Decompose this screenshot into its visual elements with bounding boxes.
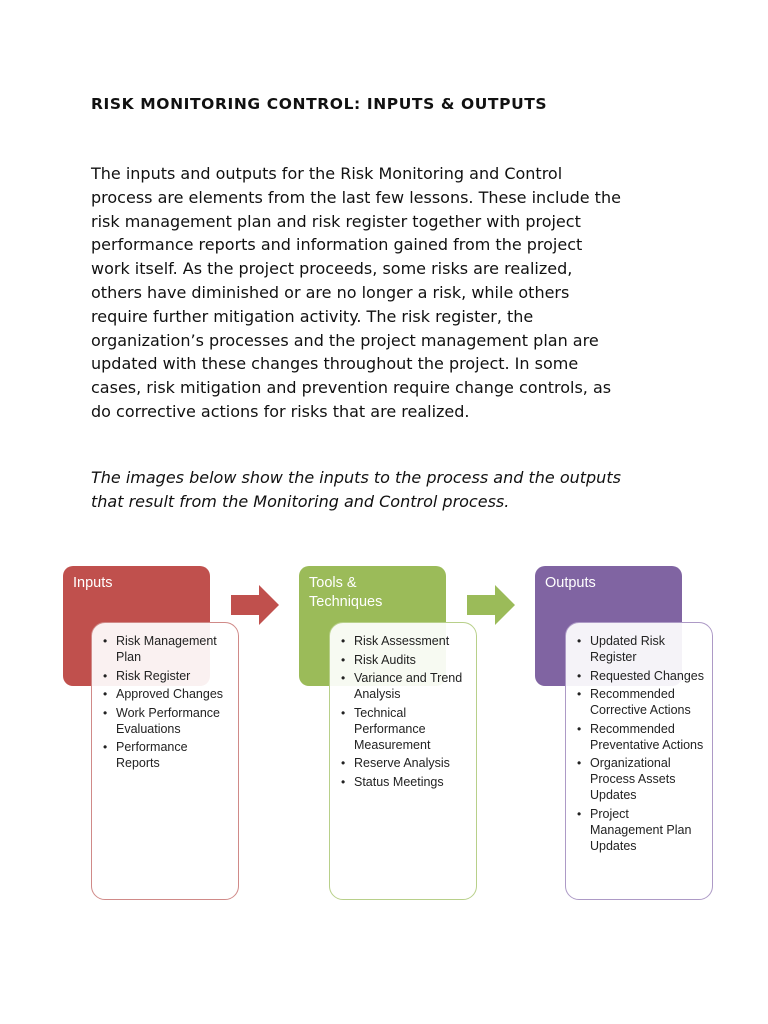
note-line: that result from the Monitoring and Control process.: [91, 491, 510, 511]
paragraph-line: performance reports and information gained from the project: [91, 235, 583, 255]
note-line: The images below show the inputs to the process and the outputs: [91, 468, 621, 487]
paragraph-line: do corrective actions for risks that are realized.: [91, 401, 470, 421]
outputs-header-label: Outputs: [545, 575, 596, 591]
list-item: • Recommended Preventative Actions: [590, 721, 704, 753]
list-item: • Approved Changes: [116, 686, 230, 702]
tools-header-label-line1: Tools &: [309, 575, 357, 591]
list-item: • Reserve Analysis: [354, 755, 468, 771]
list-item: • Variance and Trend Analysis: [354, 670, 468, 702]
tools-list-card: [329, 622, 477, 900]
inputs-header-label: Inputs: [73, 575, 113, 591]
list-item: • Risk Management Plan: [116, 633, 230, 665]
list-item: • Organizational Process Assets Updates: [590, 755, 704, 803]
arrow-right-icon: [231, 585, 281, 625]
list-item: • Work Performance Evaluations: [116, 705, 230, 737]
list-item: • Risk Audits: [354, 652, 468, 668]
paragraph-line: The inputs and outputs for the Risk Monitoring and Control: [91, 164, 563, 183]
list-item: • Performance Reports: [116, 739, 230, 771]
paragraph-line: others have diminished or are no longer a risk, while others: [91, 282, 570, 302]
paragraph-line: updated with these changes throughout the project. In some: [91, 354, 579, 374]
tools-header-label-line2: Techniques: [309, 594, 383, 610]
paragraph-line: require further mitigation activity. The risk register, the: [91, 306, 534, 326]
arrow-right-icon: [467, 585, 517, 625]
paragraph-line: risk management plan and risk register together with project: [91, 211, 581, 231]
list-item: • Updated Risk Register: [590, 633, 704, 665]
outputs-list-card: [565, 622, 713, 900]
list-item: • Technical Performance Measurement: [354, 705, 468, 753]
list-item: • Risk Assessment: [354, 633, 468, 649]
list-item: • Recommended Corrective Actions: [590, 686, 704, 718]
paragraph-line: work itself. As the project proceeds, some risks are realized,: [91, 259, 573, 279]
paragraph-line: cases, risk mitigation and prevention require change controls, as: [91, 378, 612, 398]
document-title: RISK MONITORING CONTROL: INPUTS & OUTPUTS: [91, 95, 548, 113]
list-item: • Project Management Plan Updates: [590, 806, 704, 854]
paragraph-line: organization’s processes and the project management plan are: [91, 330, 599, 350]
inputs-list-card: [91, 622, 239, 900]
paragraph-line: process are elements from the last few lessons. These include the: [91, 187, 621, 207]
list-item: • Requested Changes: [590, 668, 704, 684]
list-item: • Risk Register: [116, 668, 230, 684]
list-item: • Status Meetings: [354, 774, 468, 790]
